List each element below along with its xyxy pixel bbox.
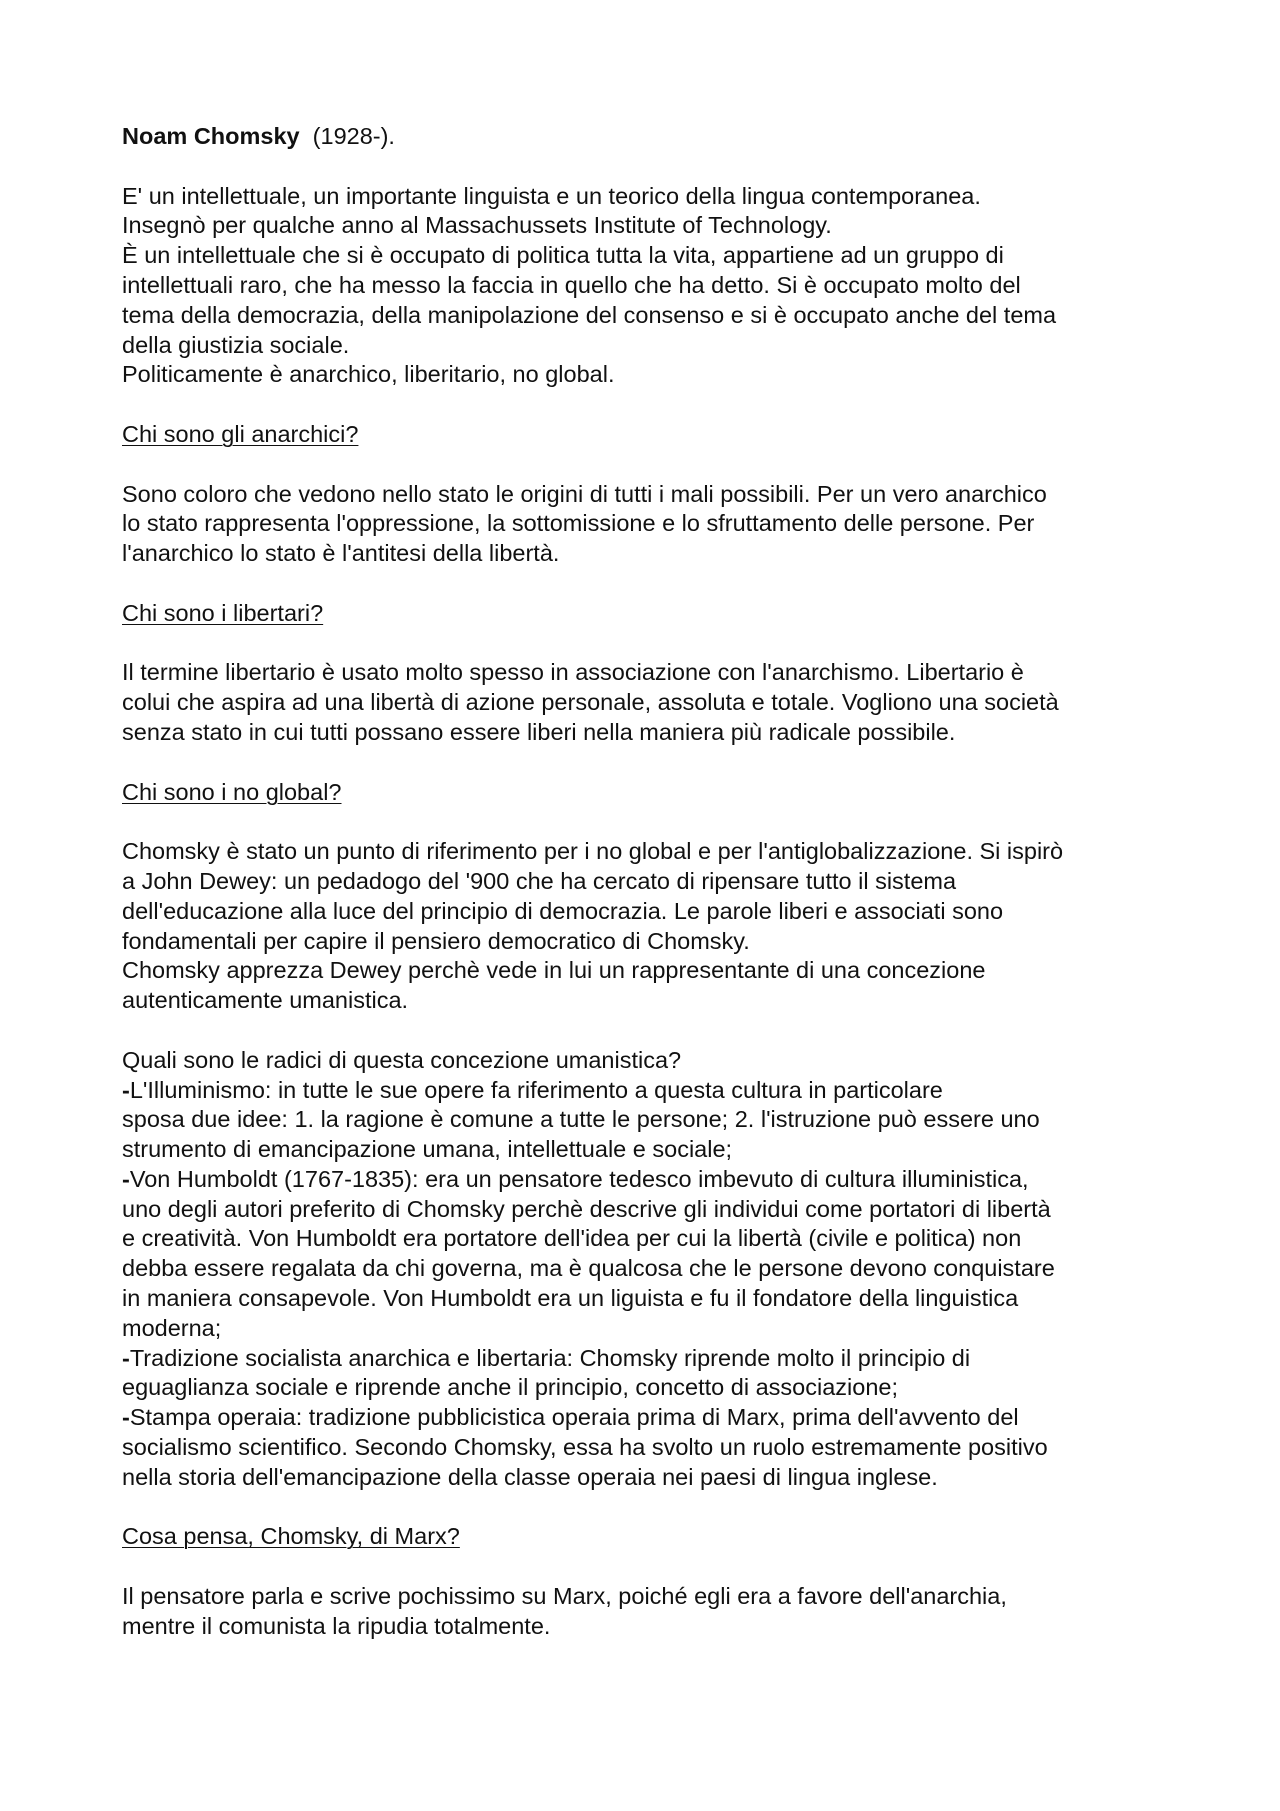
text-line: È un intellettuale che si è occupato di politica tutta la vita, appartiene ad un gruppo di (122, 242, 1004, 269)
text-line: mentre il comunista la ripudia totalmente. (122, 1612, 551, 1639)
intro-paragraph (122, 182, 1172, 391)
text-line: dell'educazione alla luce del principio di democrazia. Le parole liberi e associati sono (122, 897, 1004, 924)
text-line: a John Dewey: un pedadogo del '900 che ha cercato di ripensare tutto il sistema (122, 867, 957, 894)
section-paragraph-no-global (122, 837, 1172, 1016)
text-line: Chomsky apprezza Dewey perchè vede in lui un rappresentante di una concezione (122, 957, 986, 984)
section-heading-anarchici: Chi sono gli anarchici? (122, 420, 359, 447)
roots-question: Quali sono le radici di questa concezione umanistica? (122, 1046, 682, 1073)
text-line: moderna; (122, 1314, 222, 1341)
list-item (122, 1165, 1172, 1195)
document-page (122, 122, 1172, 1671)
text-line: uno degli autori preferito di Chomsky perchè descrive gli individui come portatori di libertà (122, 1195, 1051, 1222)
roots-paragraph (122, 1046, 1172, 1493)
list-item (122, 1344, 1172, 1374)
section-heading-no-global: Chi sono i no global? (122, 778, 342, 805)
text-line: colui che aspira ad una libertà di azione personale, assoluta e totale. Vogliono una società (122, 689, 1059, 716)
section-paragraph-libertari (122, 658, 1172, 747)
document-title (122, 122, 1172, 152)
text-line: sposa due idee: 1. la ragione è comune a tutte le persone; 2. l'istruzione può essere uno (122, 1106, 1040, 1133)
title-dates: (1928-). (312, 123, 395, 149)
text-line: Tradizione socialista anarchica e libertaria: Chomsky riprende molto il principio di (129, 1344, 971, 1371)
text-line: socialismo scientifico. Secondo Chomsky, essa ha svolto un ruolo estremamente positivo (122, 1434, 1048, 1461)
list-item (122, 1403, 1172, 1433)
list-dash: - (122, 1404, 130, 1431)
text-line: l'anarchico lo stato è l'antitesi della libertà. (122, 540, 560, 567)
section-heading-libertari: Chi sono i libertari? (122, 599, 324, 626)
text-line: Politicamente è anarchico, liberitario, no global. (122, 361, 615, 388)
text-line: Il pensatore parla e scrive pochissimo su Marx, poiché egli era a favore dell'anarchia, (122, 1583, 1007, 1610)
section-paragraph-marx (122, 1582, 1172, 1642)
title-name: Noam Chomsky (122, 123, 300, 149)
section-heading-marx: Cosa pensa, Chomsky, di Marx? (122, 1523, 460, 1550)
text-line: Chomsky è stato un punto di riferimento per i no global e per l'antiglobalizzazione. Si ispirò (122, 838, 1064, 865)
text-line: strumento di emancipazione umana, intellettuale e sociale; (122, 1136, 733, 1163)
text-line: debba essere regalata da chi governa, ma è qualcosa che le persone devono conquistare (122, 1255, 1055, 1282)
text-line: Stampa operaia: tradizione pubblicistica operaia prima di Marx, prima dell'avvento del (129, 1404, 1019, 1431)
text-line: intellettuali raro, che ha messo la faccia in quello che ha detto. Si è occupato molto del (122, 271, 1021, 298)
text-line: lo stato rappresenta l'oppressione, la sottomissione e lo sfruttamento delle persone. Per (122, 510, 1035, 537)
list-item (122, 1076, 1172, 1106)
text-line: e creatività. Von Humboldt era portatore dell'idea per cui la libertà (civile e politica) non (122, 1225, 1022, 1252)
text-line: tema della democrazia, della manipolazione del consenso e si è occupato anche del tema (122, 301, 1057, 328)
section-paragraph-anarchici (122, 480, 1172, 569)
text-line: Il termine libertario è usato molto spesso in associazione con l'anarchismo. Libertario è (122, 659, 1024, 686)
text-line: E' un intellettuale, un importante linguista e un teorico della lingua contemporanea. (122, 182, 981, 209)
text-line: Insegnò per qualche anno al Massachussets Institute of Technology. (122, 212, 832, 239)
text-line: fondamentali per capire il pensiero democratico di Chomsky. (122, 927, 750, 954)
text-line: L'Illuminismo: in tutte le sue opere fa riferimento a questa cultura in particolare (129, 1076, 943, 1103)
text-line: Von Humboldt (1767-1835): era un pensatore tedesco imbevuto di cultura illuministica, (129, 1165, 1029, 1192)
text-line: in maniera consapevole. Von Humboldt era un liguista e fu il fondatore della linguistica (122, 1285, 1019, 1312)
text-line: senza stato in cui tutti possano essere liberi nella maniera più radicale possibile. (122, 718, 956, 745)
text-line: Sono coloro che vedono nello stato le origini di tutti i mali possibili. Per un vero anarchico (122, 480, 1047, 507)
text-line: nella storia dell'emancipazione della classe operaia nei paesi di lingua inglese. (122, 1463, 938, 1490)
text-line: autenticamente umanistica. (122, 987, 409, 1014)
text-line: della giustizia sociale. (122, 331, 350, 358)
text-line: eguaglianza sociale e riprende anche il principio, concetto di associazione; (122, 1374, 898, 1401)
list-dash: - (122, 1344, 130, 1371)
list-dash: - (122, 1165, 130, 1192)
list-dash: - (122, 1076, 130, 1103)
